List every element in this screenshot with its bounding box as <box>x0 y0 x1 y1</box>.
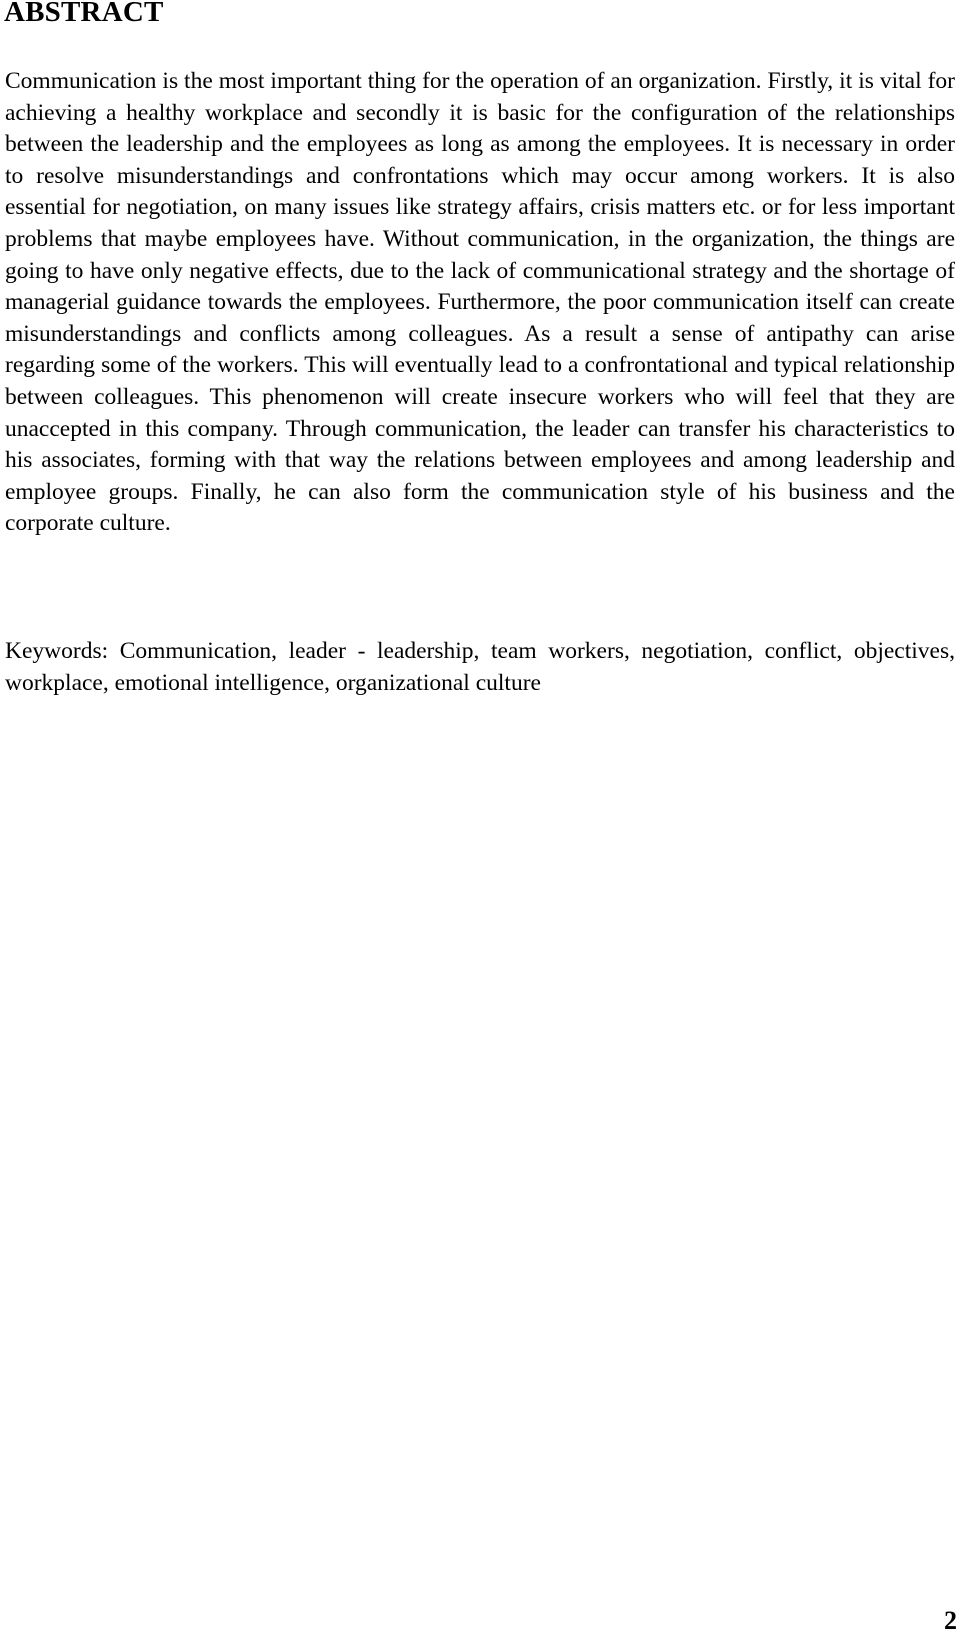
page-number: 2 <box>944 1606 957 1635</box>
keywords-paragraph: Keywords: Communication, leader - leadership, team workers, negotiation, conflict, objectives, workplace, emotional intelligence, organizational culture <box>5 638 955 696</box>
abstract-heading: ABSTRACT <box>4 0 164 28</box>
abstract-paragraph: Communication is the most important thing for the operation of an organization. Firstly, it is vital for achieving a healthy workplace and secondly it is basic for the configuration of the relationships between the leadership and the employees as long as among the employees. It is necessary in order to resolve misunderstandings and confrontations which may occur among workers. It is also essential for negotiation, on many issues like strategy affairs, crisis matters etc. or for less important problems that maybe employees have. Without communication, in the organization, the things are going to have only negative effects, due to the lack of communicational strategy and the shortage of managerial guidance towards the employees. Furthermore, the poor communication itself can create misunderstandings and conflicts among colleagues. As a result a sense of antipathy can arise regarding some of the workers. This will eventually lead to a confrontational and typical relationship between colleagues. This phenomenon will create insecure workers who will feel that they are unaccepted in this company. Through communication, the leader can transfer his characteristics to his associates, forming with that way the relations between employees and among leadership and employee groups. Finally, he can also form the communication style of his business and the corporate culture. <box>5 68 955 537</box>
